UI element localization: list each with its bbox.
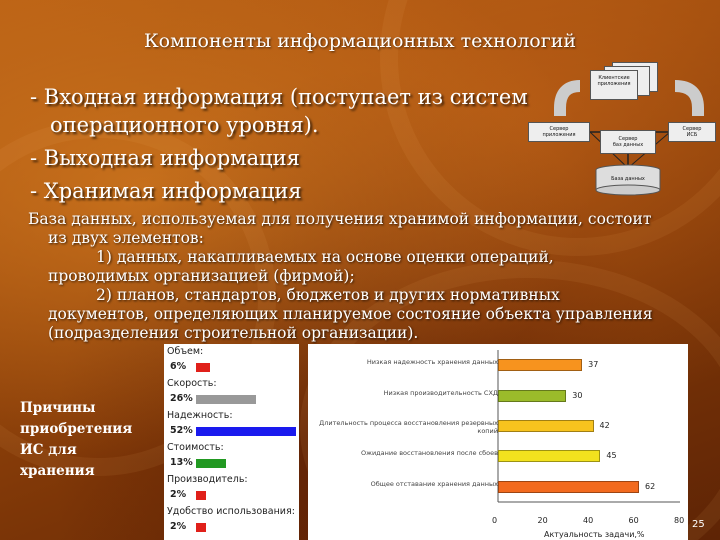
chart-axes (308, 344, 688, 540)
side-note-line: хранения (20, 463, 95, 479)
db-paragraph (28, 210, 688, 343)
side-note-line: Причины (20, 400, 96, 416)
relevance-bar (498, 481, 639, 493)
x-tick-label: 40 (583, 516, 594, 525)
criteria-label: Скорость: (167, 378, 217, 389)
page-number: 25 (692, 519, 705, 530)
bar-value-label: 37 (588, 360, 599, 370)
criteria-label: Производитель: (167, 474, 248, 485)
para-line: проводимых организацией (фирмой); (48, 267, 355, 285)
criteria-value: 2% (170, 521, 187, 532)
para-line: 2) планов, стандартов, бюджетов и других нормативных (96, 286, 560, 304)
diagram-text: Сервер (682, 126, 702, 132)
criteria-bar (196, 363, 210, 372)
relevance-chart (308, 344, 688, 540)
criteria-label: Объем: (167, 346, 204, 357)
diagram-text: Сервер (549, 126, 569, 132)
slide-title: Компоненты информационных технологий (143, 30, 577, 52)
criteria-label: Надежность: (167, 410, 233, 421)
bar-value-label: 42 (599, 421, 610, 430)
criteria-chart (164, 344, 299, 540)
category-label: Ожидание восстановления после сбоев (360, 449, 498, 458)
criteria-bar (196, 427, 296, 436)
x-tick-label: 60 (628, 516, 639, 525)
x-tick-label: 20 (537, 516, 548, 525)
x-axis-label: Актуальность задачи,% (544, 530, 645, 539)
criteria-bar (196, 395, 256, 404)
criteria-label: Удобство использования: (167, 506, 295, 517)
bar-value-label: 45 (606, 451, 617, 461)
bar-value-label: 62 (645, 481, 656, 491)
para-line: из двух элементов: (48, 229, 204, 247)
side-note-line: приобретения (20, 421, 133, 437)
relevance-bar (498, 450, 600, 462)
side-note-line: ИС для (20, 442, 77, 458)
relevance-bar (498, 420, 594, 432)
bullet-stored: - Хранимая информация (30, 179, 302, 203)
criteria-bar (196, 491, 206, 500)
diagram-box-isb-server (668, 122, 716, 142)
diagram-box-db-server (600, 130, 656, 154)
architecture-diagram (520, 58, 720, 198)
diagram-text: Клиентские (598, 75, 630, 81)
category-label: Низкая надежность хранения данных (366, 358, 498, 367)
bar-value-label: 30 (572, 390, 583, 400)
diagram-db-label: База данных (611, 176, 645, 182)
criteria-bar (196, 459, 226, 468)
para-line: документов, определяющих планируемое состояние объекта управления (48, 305, 653, 323)
relevance-bar (498, 359, 582, 371)
diagram-text: Сервер (618, 136, 638, 142)
para-line: База данных, используемая для получения хранимой информации, состоит (28, 210, 652, 228)
diagram-text: приложения (597, 81, 631, 87)
bullet-input: - Входная информация (поступает из систем (30, 85, 528, 109)
diagram-text: ИСБ (686, 132, 698, 138)
diagram-text: приложения (542, 132, 576, 138)
bullet-input-cont: операционного уровня). (50, 113, 319, 137)
category-label: Общее отставание хранения данных (370, 479, 498, 488)
category-label: Длительность процесса восстановления резервных копий (319, 419, 498, 435)
x-tick-label: 80 (674, 516, 685, 525)
diagram-box-app-server (528, 122, 590, 142)
criteria-label: Стоимость: (167, 442, 224, 453)
diagram-text: баз данных (612, 142, 644, 148)
diagram-box-clients (590, 70, 638, 100)
x-tick-label: 0 (492, 516, 498, 525)
criteria-value: 2% (170, 489, 187, 500)
bullet-output: - Выходная информация (30, 146, 300, 170)
relevance-bar (498, 390, 566, 402)
category-label: Низкая производительность СХД (383, 388, 498, 397)
criteria-bar (196, 523, 206, 532)
criteria-value: 6% (170, 361, 187, 372)
para-line: 1) данных, накапливаемых на основе оценки операций, (96, 248, 554, 266)
criteria-value: 26% (170, 393, 193, 404)
side-note (20, 398, 132, 482)
criteria-value: 13% (170, 457, 193, 468)
criteria-value: 52% (170, 425, 193, 436)
para-line: (подразделения строительной организации). (48, 324, 419, 342)
